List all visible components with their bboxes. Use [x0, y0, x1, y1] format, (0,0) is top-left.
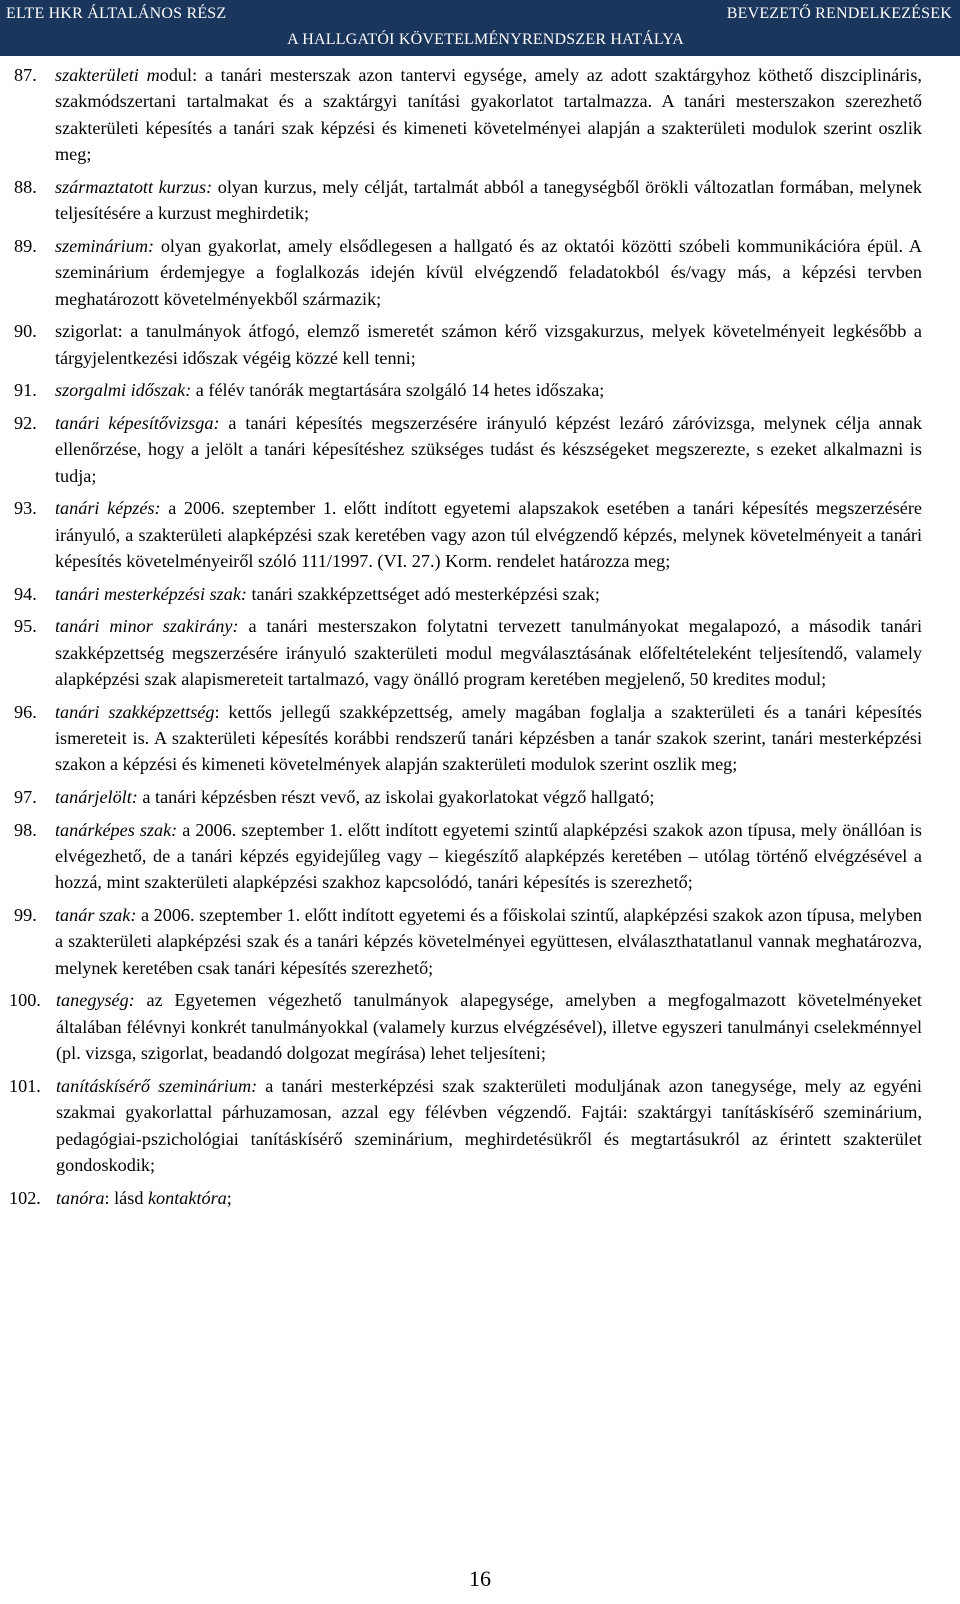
- item-term: tanításkísérő szeminárium:: [56, 1075, 258, 1096]
- item-definition: olyan gyakorlat, amely elsődlegesen a hallgató és az oktatói közötti szóbeli kommunikációra épül. A szeminárium érdemjegye a foglalkozás idején kívül elvégzendő feladatokból és/vagy más, a képzési tervben meghatározott követelményekből származik;: [55, 235, 922, 309]
- item-text: [55, 410, 922, 489]
- list-item: [14, 174, 922, 227]
- list-item: [14, 817, 922, 896]
- item-definition: : kettős jellegű szakképzettség, amely magában foglalja a szakterületi és a tanári képesítés ismereteit is. A szakterületi képesítés korábbi rendszerű tanári képzésben a tanár szakok szerint, tanári mesterképzési szakon a képzési és kimeneti követelmények alapján szakterületi modulok szerint oszlik meg;: [55, 701, 922, 775]
- item-number: 102.: [9, 1187, 41, 1208]
- item-definition: a tanári képesítés megszerzésére irányuló képzést lezáró záróvizsga, melynek célja annak ellenőrzése, hogy a jelölt a tanári képesítéshez szükséges tudást és készségeket megszerezte, s ezeket alkalmazni is tudja;: [55, 412, 922, 486]
- item-text: [55, 318, 922, 371]
- list-item: [14, 233, 922, 312]
- item-text: [55, 62, 922, 168]
- item-definition: tanári szakképzettséget adó mesterképzési szak;: [246, 583, 600, 604]
- item-number: 92.: [14, 412, 37, 433]
- item-number: 89.: [14, 235, 37, 256]
- item-definition: a tanári mesterszakon folytatni tervezett tanulmányokat megalapozó, a második tanári szakképzettség megszerzésére irányuló szakterületi modul megválasztásának előfeltételeként teljesítendő, valamely alapképzési szak alapismereteit tartalmazó, vagy önálló program keretében megjelenő, 50 kredites modul;: [55, 616, 922, 690]
- list-item: [9, 1185, 922, 1211]
- list-item: [14, 62, 922, 168]
- item-text: [56, 987, 922, 1066]
- item-term: tanóra: [56, 1187, 105, 1208]
- item-term: tanegység:: [56, 990, 135, 1011]
- item-definition: a tanári mesterképzési szak szakterületi moduljának azon tanegysége, mely az egyéni szakmai gyakorlattal párhuzamosan, azzal egy félévben végzendő. Fajtái: szaktárgyi tanításkísérő szeminárium, pedagógiai-pszichológiai tanításkísérő szeminárium, meghirdetésükről és megtartásukról az érintett szakterület gondoskodik;: [56, 1075, 922, 1176]
- item-number: 88.: [14, 176, 37, 197]
- item-term: tanári képzés:: [55, 498, 161, 519]
- list-item: [9, 987, 922, 1066]
- item-text: [55, 495, 922, 574]
- item-term: tanárképes szak:: [55, 819, 178, 840]
- item-reference: kontaktóra: [147, 1187, 227, 1208]
- item-definition: a 2006. szeptember 1. előtt indított egyetemi és a főiskolai szintű, alapképzési szakok azon típusa, melyben a szakterületi alapképzési szak és a tanári képzés követelményei együttesen, elválaszthatatlanul vannak meghatározva, melynek keretében csak tanári képesítés szerezhető;: [55, 905, 922, 978]
- item-term: tanári szakképzettség: [55, 701, 215, 722]
- item-number: 93.: [14, 498, 37, 519]
- item-text: [55, 613, 922, 692]
- item-text: [56, 1073, 922, 1179]
- item-definition: a 2006. szeptember 1. előtt indított egyetemi alapszakok esetében a tanári képesítés megszerzésére irányuló, a szakterületi alapképzési szak keretében vagy azon túl elvégzendő képzés, melynek követelményeit a tanári képesítés követelményeiről szóló 111/1997. (VI. 27.) Korm. rendelet határozza meg;: [55, 498, 922, 572]
- item-text: [55, 174, 922, 227]
- list-item: [14, 495, 922, 574]
- item-number: 99.: [14, 905, 37, 926]
- item-term: szeminárium:: [55, 235, 155, 256]
- item-term: tanárjelölt:: [55, 787, 138, 808]
- item-term: tanári képesítővizsga:: [55, 412, 220, 433]
- item-term: tanári minor szakirány:: [55, 616, 239, 637]
- item-number: 95.: [14, 616, 37, 637]
- item-text: [55, 581, 922, 607]
- item-definition: az Egyetemen végezhető tanulmányok alapegysége, amelyben a megfogalmazott követelményeket általában félévnyi konkrét tanulmányokkal (valamely kurzus elvégzésével), illetve egyszeri tanulmányi cselekménnyel (pl. vizsga, szigorlat, beadandó dolgozat megírása) lehet teljesíteni;: [56, 990, 922, 1064]
- item-definition: olyan kurzus, mely célját, tartalmát abból a tanegységből örökli változatlan formában, melynek teljesítésére a kurzust meghirdetik;: [55, 176, 922, 224]
- item-text: [55, 377, 922, 403]
- item-definition: a 2006. szeptember 1. előtt indított egyetemi szintű alapképzési szakok azon típusa, mely önállóan is elvégezhető, de a tanári képzés egyidejűleg vagy – kiegészítő alapképzés keretében – utólag történő elvégzésével a hozzá, mint szakterületi alapképzési szakhoz kapcsolódó, tanári képesítés is szerezhető;: [55, 819, 922, 893]
- list-item: [14, 902, 922, 981]
- item-term: származtatott kurzus:: [55, 176, 213, 197]
- item-number: 91.: [14, 380, 37, 401]
- item-number: 97.: [14, 787, 37, 808]
- header-left: ELTE HKR ÁLTALÁNOS RÉSZ: [6, 5, 227, 22]
- header-subtitle: A HALLGATÓI KÖVETELMÉNYRENDSZER HATÁLYA: [287, 31, 684, 48]
- definitions-list: [9, 62, 922, 1217]
- list-item: [14, 581, 922, 607]
- item-text: [55, 784, 922, 810]
- item-text: [56, 1185, 922, 1211]
- header-right: BEVEZETŐ RENDELKEZÉSEK: [726, 5, 952, 22]
- item-number: 94.: [14, 583, 37, 604]
- item-definition: odul: a tanári mesterszak azon tantervi egysége, amely az adott szaktárgyhoz köthető diszciplináris, szakmódszertani tartalmakat és a szaktárgyi tanítási gyakorlatot tartalmazza. A tanári mesterszakon szerezhető szakterületi képesítés a tanári szak képzési és kimeneti követelményei alapján a szakterületi modulok szerint oszlik meg;: [55, 65, 922, 165]
- item-number: 87.: [14, 65, 37, 85]
- item-number: 98.: [14, 819, 37, 840]
- item-term: tanár szak:: [55, 905, 137, 926]
- item-number: 101.: [9, 1075, 41, 1096]
- item-text: [55, 817, 922, 896]
- item-number: 90.: [14, 321, 37, 342]
- item-number: 96.: [14, 701, 37, 722]
- list-item: [14, 613, 922, 692]
- item-number: 100.: [9, 990, 41, 1011]
- item-definition: szigorlat: a tanulmányok átfogó, elemző ismeretét számon kérő vizsgakurzus, melyek követelményeit legkésőbb a tárgyjelentkezési időszak végéig közzé kell tenni;: [55, 321, 922, 368]
- item-text: [55, 699, 922, 778]
- item-definition: a félév tanórák megtartására szolgáló 14 hetes időszaka;: [191, 380, 605, 401]
- item-definition: a tanári képzésben részt vevő, az iskolai gyakorlatokat végző hallgató;: [137, 787, 655, 808]
- item-text: [55, 233, 922, 312]
- item-term: szakterületi m: [55, 65, 160, 85]
- list-item: [14, 699, 922, 778]
- page-number: 16: [469, 1566, 491, 1591]
- item-definition: : lásd: [104, 1187, 148, 1208]
- list-item: [14, 318, 922, 371]
- item-tail: ;: [226, 1187, 232, 1208]
- list-item: [9, 1073, 922, 1179]
- page-header: [0, 0, 960, 56]
- list-item: [14, 410, 922, 489]
- item-term: szorgalmi időszak:: [55, 380, 192, 401]
- item-term: tanári mesterképzési szak:: [55, 583, 247, 604]
- list-item: [14, 784, 922, 810]
- item-text: [55, 902, 922, 981]
- list-item: [14, 377, 922, 403]
